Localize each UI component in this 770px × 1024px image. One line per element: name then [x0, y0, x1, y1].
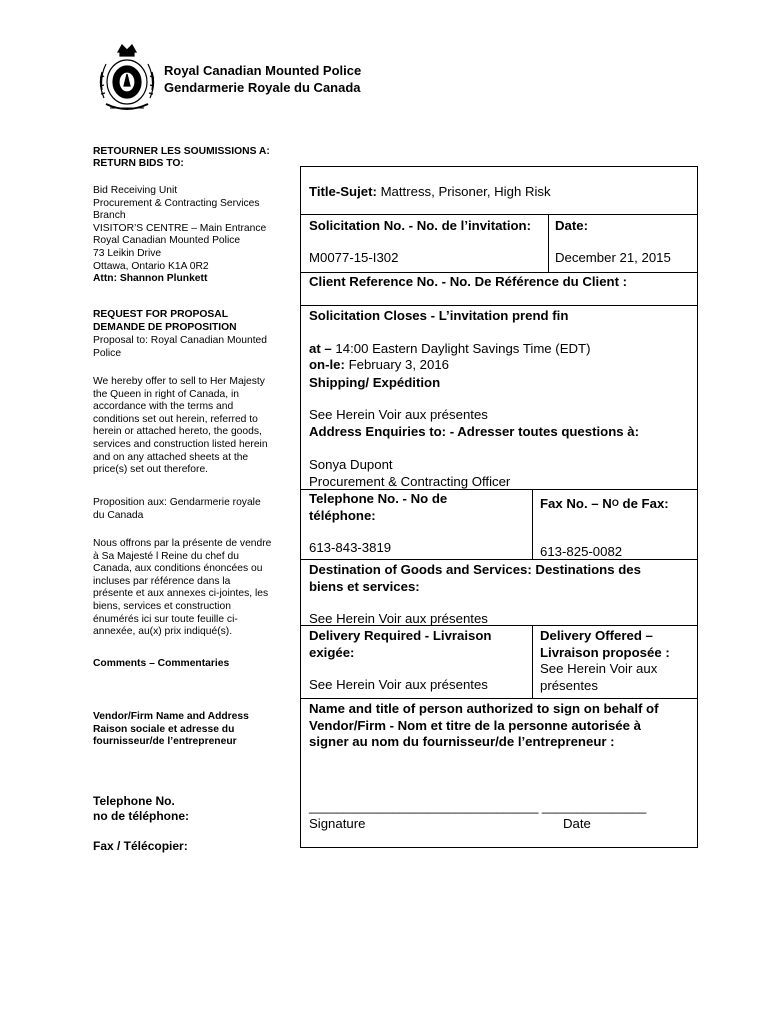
- title-label: Title-Sujet:: [309, 184, 377, 199]
- authorized-signer-label-line: Vendor/Firm - Nom et titre de la personne autorisée à: [309, 717, 641, 733]
- telephone-label: [93, 794, 189, 824]
- destination-value: See Herein Voir aux présentes: [309, 611, 488, 626]
- fax-field-label-pre: Fax No. – N: [540, 496, 612, 511]
- address-line: Ottawa, Ontario K1A 0R2: [93, 260, 209, 272]
- offer-line: annexée, au(x) prix indiqué(s).: [93, 626, 233, 638]
- telephone-label-line: Telephone No.: [93, 794, 175, 808]
- shipping-value: See Herein Voir aux présentes: [309, 407, 488, 422]
- rfp-heading-en: REQUEST FOR PROPOSAL: [93, 309, 229, 320]
- delivery-required-label-line: Delivery Required - Livraison: [309, 628, 492, 643]
- proposal-to: [93, 335, 267, 360]
- client-reference-label: Client Reference No. - No. De Référence du Client :: [309, 274, 628, 289]
- proposal-to-line: Proposal to: Royal Canadian Mounted: [93, 335, 268, 346]
- vendor-label: [93, 711, 249, 749]
- solicitation-number: M0077-15-I302: [309, 250, 399, 265]
- delivery-offered-label: [540, 628, 670, 661]
- divider: [532, 625, 533, 698]
- divider: [301, 272, 697, 273]
- divider: [301, 214, 697, 215]
- telephone-value: 613-843-3819: [309, 540, 392, 555]
- telephone-field-label: [309, 491, 447, 524]
- proposal-to-line: Police: [93, 347, 122, 359]
- delivery-offered-label-line: Delivery Offered –: [540, 628, 653, 643]
- offer-line: accordance with the terms and: [93, 401, 234, 413]
- contact-name: Sonya Dupont: [309, 457, 393, 472]
- solicitation-label: Solicitation No. - No. de l’invitation:: [309, 218, 531, 233]
- address-line: Royal Canadian Mounted Police: [93, 235, 241, 247]
- offer-line: biens, services et construction: [93, 600, 231, 612]
- delivery-offered-value-line: See Herein Voir aux: [540, 661, 658, 676]
- offer-line: We hereby offer to sell to Her Majesty: [93, 376, 265, 387]
- authorized-signer-label: [309, 701, 658, 751]
- offer-line: Nous offrons par la présente de vendre: [93, 538, 272, 549]
- offer-line: and on any attached sheets at the: [93, 451, 249, 463]
- authorized-signer-label-line: signer au nom du fournisseur/de l’entrepreneur :: [309, 734, 615, 749]
- comments-label: Comments – Commentaries: [93, 658, 230, 669]
- fax-label: Fax / Télécopier:: [93, 839, 188, 853]
- org-name-fr: Gendarmerie Royale du Canada: [164, 80, 361, 95]
- vendor-label-line: Vendor/Firm Name and Address: [93, 711, 249, 722]
- destination-label-line: Destination of Goods and Services: Destinations des: [309, 562, 641, 577]
- divider: [301, 305, 697, 306]
- delivery-offered-label-line: Livraison proposée :: [540, 644, 670, 660]
- title-value: Mattress, Prisoner, High Risk: [376, 184, 551, 199]
- signature-line: _________________________________ _______________: [309, 800, 647, 814]
- rfp-heading-fr: DEMANDE DE PROPOSITION: [93, 322, 237, 333]
- authorized-signer-label-line: Name and title of person authorized to sign on behalf of: [309, 701, 659, 716]
- fax-field-label-sup: O: [611, 498, 619, 508]
- offer-line: incluses par référence dans la: [93, 575, 231, 587]
- signature-label: Signature: [309, 816, 366, 831]
- vendor-label-line: fournisseur/de l’entrepreneur: [93, 736, 237, 748]
- closing-date-value: February 3, 2016: [344, 357, 450, 372]
- shipping-label: Shipping/ Expédition: [309, 375, 441, 390]
- delivery-required-label-line: exigée:: [309, 644, 355, 660]
- destination-label-line: biens et services:: [309, 578, 420, 594]
- telephone-label-line: no de téléphone:: [93, 809, 189, 823]
- divider: [548, 214, 549, 272]
- offer-text-en: [93, 376, 268, 477]
- offer-line: énumérés ici sur toute feuille ci-: [93, 613, 238, 625]
- return-heading-fr: RETOURNER LES SOUMISSIONS A:: [93, 146, 270, 157]
- proposition-line: Proposition aux: Gendarmerie royale: [93, 497, 261, 508]
- divider: [301, 559, 697, 560]
- date-label: Date:: [555, 218, 588, 233]
- delivery-required-label: [309, 628, 492, 661]
- address-line: Procurement & Contracting Services: [93, 197, 260, 209]
- offer-line: price(s) set out therefore.: [93, 464, 209, 476]
- proposition-aux: [93, 497, 261, 522]
- destination-label: [309, 562, 641, 595]
- address-line: Branch: [93, 210, 126, 222]
- closes-label: Solicitation Closes - L’invitation prend fin: [309, 308, 569, 323]
- return-heading-en: RETURN BIDS TO:: [93, 158, 184, 169]
- org-name-en: Royal Canadian Mounted Police: [164, 63, 362, 78]
- closing-date: [309, 357, 449, 374]
- offer-line: services and construction listed herein: [93, 438, 268, 450]
- fax-value: 613-825-0082: [540, 544, 623, 559]
- rfp-form-box: [300, 166, 698, 848]
- delivery-offered-value-line: présentes: [540, 677, 598, 693]
- closing-time: [309, 341, 590, 358]
- divider: [301, 698, 697, 699]
- offer-line: présente et aux annexes ci-jointes, les: [93, 588, 269, 600]
- fax-field-label-post: de Fax:: [618, 496, 669, 511]
- offer-line: à Sa Majesté l Reine du chef du: [93, 550, 239, 562]
- enquiries-label: Address Enquiries to: - Adresser toutes questions à:: [309, 424, 639, 439]
- telephone-field-label-line: téléphone:: [309, 507, 376, 523]
- attention-line: Attn: Shannon Plunkett: [93, 273, 208, 285]
- divider: [532, 489, 533, 559]
- contact-title: Procurement & Contracting Officer: [309, 474, 511, 489]
- date-value: December 21, 2015: [555, 250, 671, 265]
- onle-label: on-le:: [309, 357, 345, 372]
- address-line: 73 Leikin Drive: [93, 247, 162, 259]
- signature-date-label: Date: [563, 816, 591, 831]
- address-line: Bid Receiving Unit: [93, 185, 178, 196]
- offer-text-fr: [93, 538, 271, 639]
- fax-field-label: [540, 496, 669, 513]
- vendor-label-line: Raison sociale et adresse du: [93, 723, 235, 735]
- closing-time-value: 14:00 Eastern Daylight Savings Time (EDT): [331, 341, 591, 356]
- proposition-line: du Canada: [93, 509, 144, 521]
- offer-line: the Queen in right of Canada, in: [93, 388, 239, 400]
- return-address: [93, 185, 266, 286]
- at-label: at –: [309, 341, 332, 356]
- telephone-field-label-line: Telephone No. - No de: [309, 491, 448, 506]
- delivery-required-value: See Herein Voir aux présentes: [309, 677, 488, 692]
- offer-line: Canada, aux conditions énoncées ou: [93, 563, 263, 575]
- address-line: VISITOR’S CENTRE – Main Entrance: [93, 222, 267, 234]
- title-field: [309, 184, 551, 201]
- offer-line: conditions set out herein, referred to: [93, 413, 258, 425]
- delivery-offered-value: [540, 661, 657, 694]
- rcmp-crest-logo: [96, 42, 158, 116]
- offer-line: herein or attached hereto, the goods,: [93, 426, 262, 438]
